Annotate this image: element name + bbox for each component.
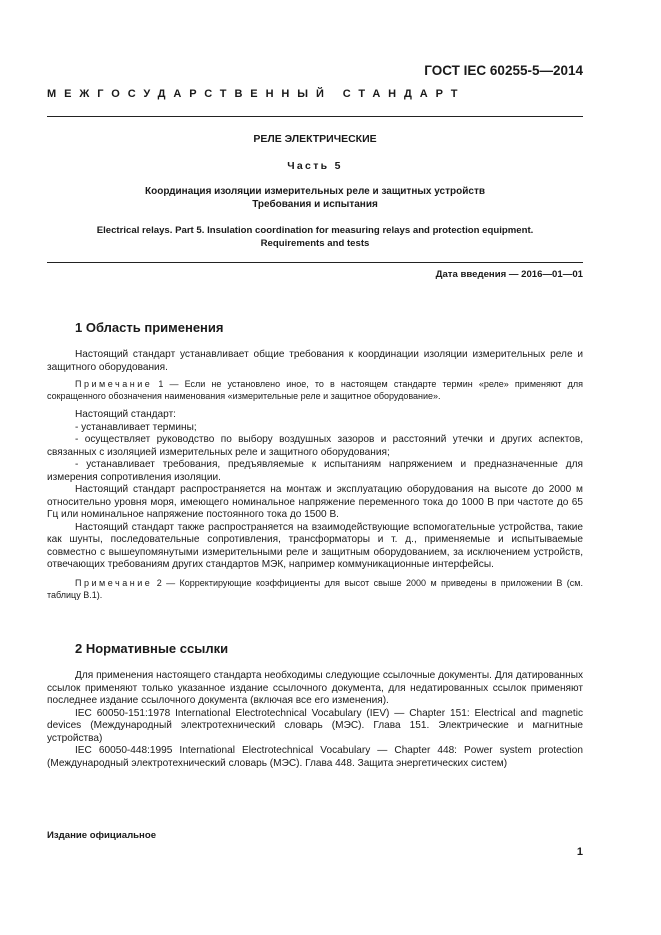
note-2 <box>47 577 583 601</box>
document-part: Часть 5 <box>287 160 343 172</box>
paragraph: Настоящий стандарт распространяется на монтаж и эксплуатацию оборудования на высоте до 2000 м относительно уровня моря, имеющего номинальное напряжение переменного тока до 1000 В при частоте до 65 Гц или номинальное напряжение постоянного тока до 1500 В. <box>47 484 583 520</box>
interstate-standard-banner: МЕЖГОСУДАРСТВЕННЫЙ СТАНДАРТ <box>47 88 466 100</box>
list-item: - устанавливает термины; <box>75 421 197 433</box>
title-divider <box>47 262 583 263</box>
russian-subtitle <box>47 186 583 211</box>
page-number: 1 <box>576 846 583 858</box>
note-text: 1 — Если не установлено иное, то в настоящем стандарте термин «реле» применяют для сокращенного обозначения наименования «измерительные реле и защитное оборудование». <box>47 379 583 401</box>
introduction-date: Дата введения — 2016—01—01 <box>435 269 583 280</box>
english-subtitle <box>47 225 583 250</box>
reference-item: IEC 60050-448:1995 International Electrotechnical Vocabulary — Chapter 448: Power system protection (Международный электротехнический словарь (МЭС). Глава 448. Защита энергетических систем) <box>47 745 583 769</box>
paragraph: Настоящий стандарт: <box>75 409 176 420</box>
reference-item: IEC 60050-151:1978 International Electrotechnical Vocabulary (IEV) — Chapter 151: Electrical and magnetic devices (Международный электротехнический словарь (МЭС). Глава 151. Электрические и магнитные устройства) <box>47 707 583 744</box>
section-2-heading: 2 Нормативные ссылки <box>75 641 229 656</box>
section-1-heading: 1 Область применения <box>75 320 224 335</box>
list-item: - устанавливает требования, предъявляемые к испытаниям напряжением и предназначенные для измерения сопротивления изоляции. <box>47 459 583 483</box>
paragraph: Для применения настоящего стандарта необходимы следующие ссылочные документы. Для датированных ссылок применяют только указанное издание ссылочного документа, для недатированных ссылок применяют последнее издание ссылочного документа (включая все его изменения). <box>47 670 583 706</box>
standard-code: ГОСТ IEC 60255-5—2014 <box>424 63 583 78</box>
note-label: Примечание <box>75 379 153 389</box>
note-text: 2 — Корректирующие коэффициенты для высот свыше 2000 м приведены в приложении В (см. таблицу В.1). <box>47 577 583 600</box>
paragraph: Настоящий стандарт также распространяется на взаимодействующие вспомогательные устройства, такие как шунты, последовательные сопротивления, трансформаторы и т. д., применяемые и испытываемые совместно с вышеупомянутыми измерительными реле и защитным оборудованием, за исключением устройств, отвечающих требованиям других стандартов МЭК, например коммуникационные интерфейсы. <box>47 521 583 570</box>
section-2-body <box>47 670 583 770</box>
header-divider <box>47 116 583 117</box>
document-title: РЕЛЕ ЭЛЕКТРИЧЕСКИЕ <box>253 133 377 145</box>
english-subtitle-line-2: Requirements and tests <box>260 237 370 249</box>
note-label: Примечание <box>75 577 153 588</box>
english-subtitle-line-1: Electrical relays. Part 5. Insulation coordination for measuring relays and protection equipment. <box>96 225 534 236</box>
section-1-body <box>47 349 583 601</box>
paragraph: Настоящий стандарт устанавливает общие требования к координации изоляции измерительных реле и защитного оборудования. <box>47 349 583 373</box>
russian-subtitle-line-2: Требования и испытания <box>252 198 378 210</box>
list-item: - осуществляет руководство по выбору воздушных зазоров и расстояний утечки и других аспектов, связанных с изоляцией измерительных реле и защитного оборудования; <box>47 434 583 458</box>
note-1 <box>47 378 583 402</box>
official-edition-label: Издание официальное <box>47 830 157 841</box>
russian-subtitle-line-1: Координация изоляции измерительных реле и защитных устройств <box>145 186 485 197</box>
